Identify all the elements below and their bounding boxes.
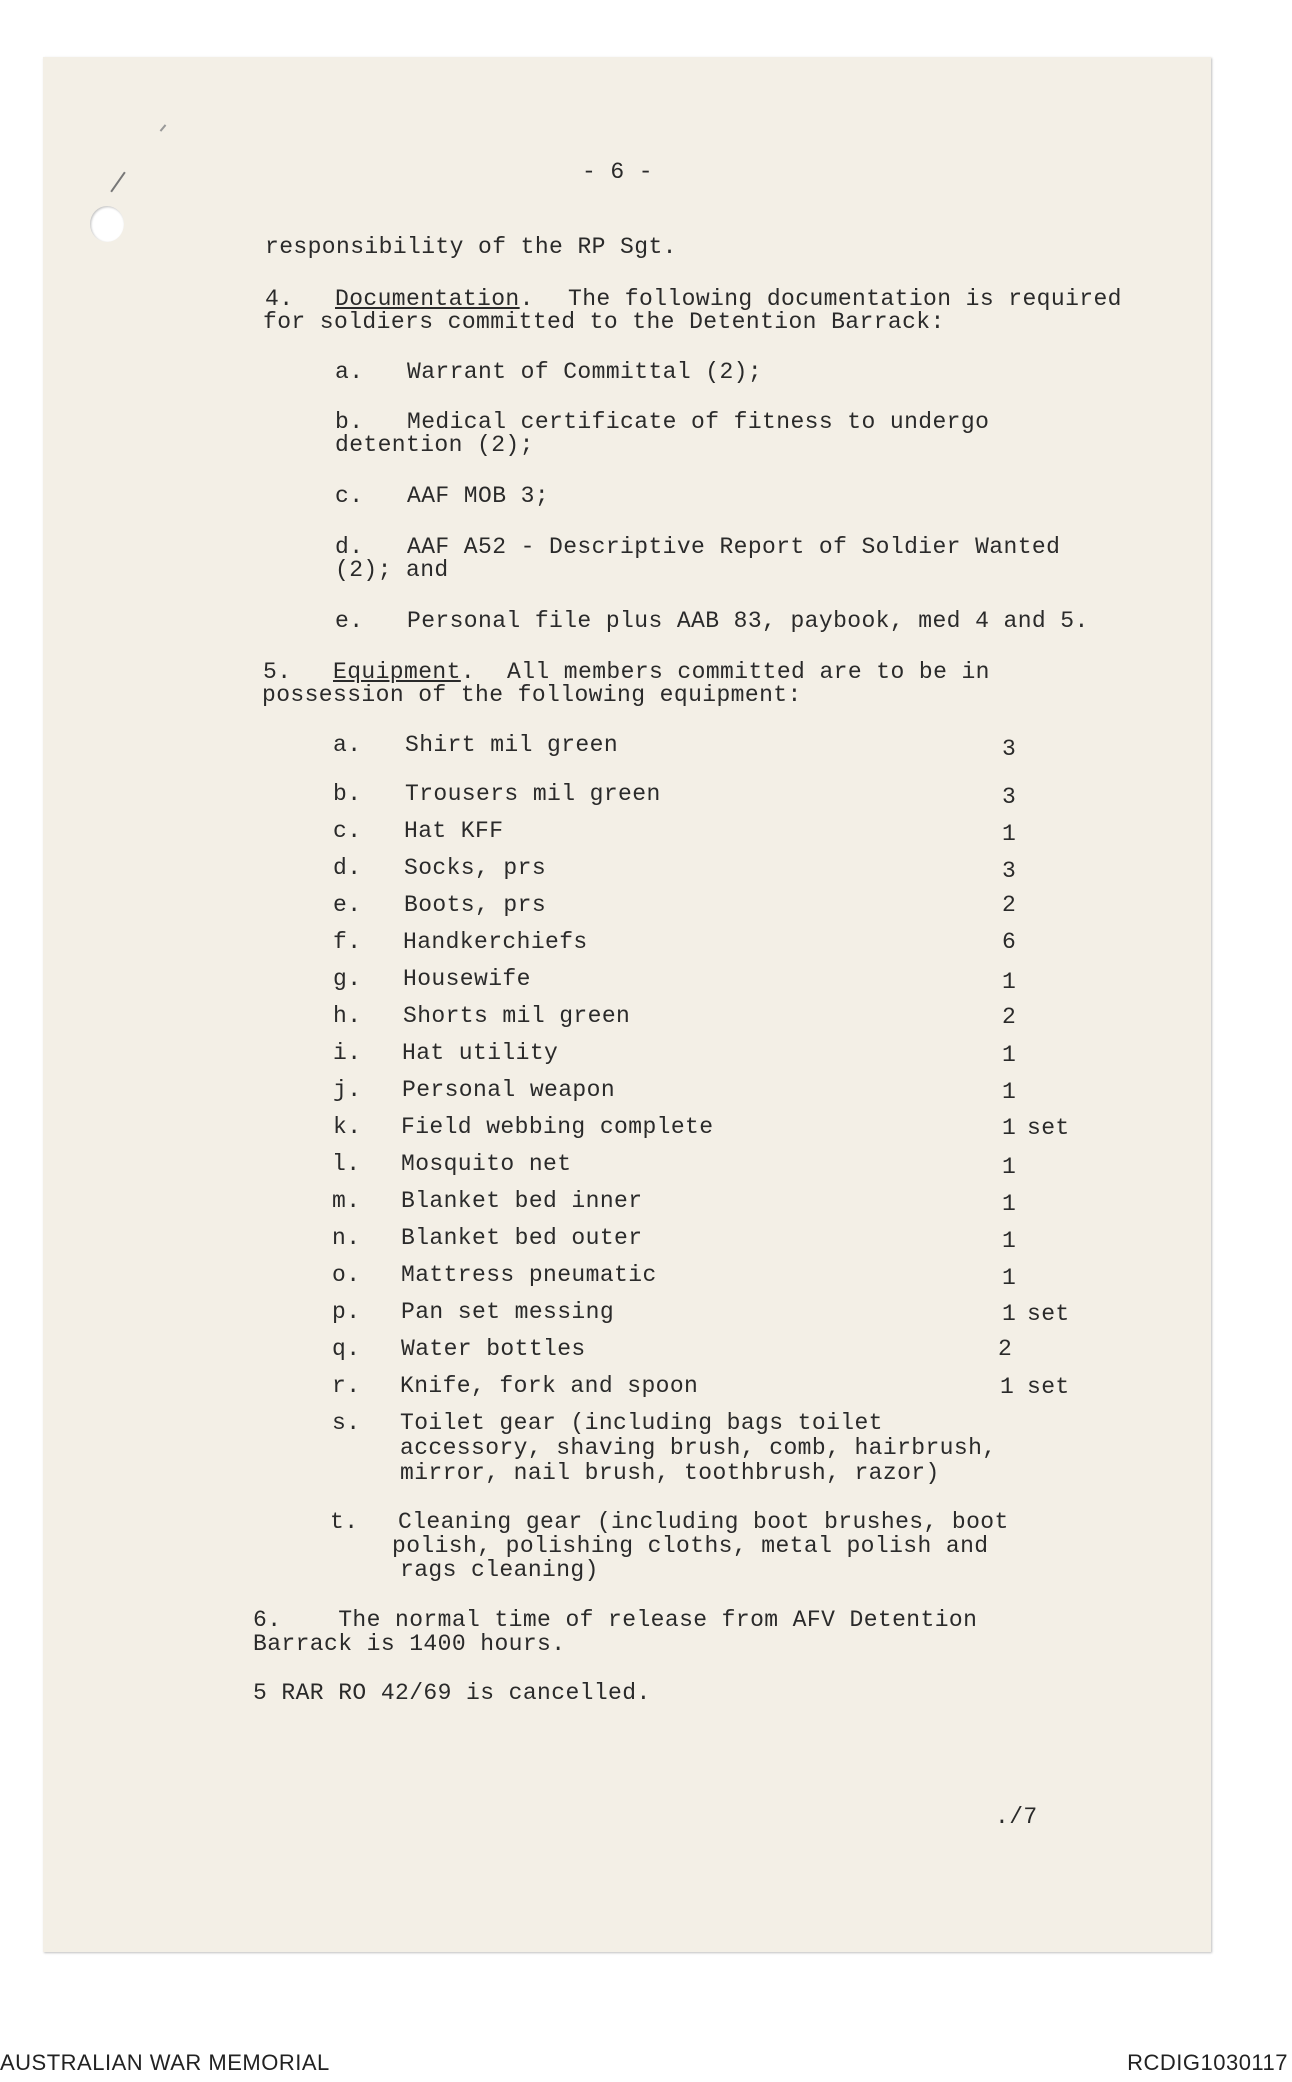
equip-letter: g.: [333, 966, 362, 992]
equip-multiline-text: Toilet gear (including bags toilet: [400, 1410, 883, 1436]
equip-qty: 2: [998, 1336, 1013, 1362]
page-number: - 6 -: [582, 159, 654, 185]
para6-line1: 6. The normal time of release from AFV Detention: [253, 1607, 978, 1633]
doc-item-text: Personal file plus AAB 83, paybook, med 4 and 5.: [407, 608, 1089, 634]
equip-letter: n.: [332, 1225, 361, 1251]
equip-letter: m.: [332, 1188, 361, 1214]
equip-qty: 2: [1002, 892, 1017, 918]
equip-name: Blanket bed outer: [401, 1225, 643, 1251]
equip-multiline-text: rags cleaning): [400, 1557, 599, 1583]
equip-name: Boots, prs: [404, 892, 547, 918]
equip-letter: d.: [333, 855, 362, 881]
para5-intro-line1: All members committed are to be in: [507, 659, 990, 685]
para4-heading: [335, 287, 534, 311]
next-page-marker: ./7: [995, 1804, 1038, 1830]
para5-heading-punct: .: [460, 659, 476, 685]
footer-record-id: RCDIG1030117: [1127, 2050, 1288, 2075]
equip-letter: q.: [332, 1336, 361, 1362]
para6-line2: Barrack is 1400 hours.: [253, 1631, 566, 1657]
para5-heading-text: Equipment: [333, 659, 461, 685]
equip-name: Shirt mil green: [405, 732, 619, 758]
equip-qty: 1: [1002, 969, 1017, 995]
footer-archive-name: AUSTRALIAN WAR MEMORIAL: [0, 2050, 330, 2075]
equip-qty: 1: [1002, 1228, 1017, 1254]
equip-letter: p.: [332, 1299, 361, 1325]
equip-name: Personal weapon: [402, 1077, 616, 1103]
para5-intro-line2: possession of the following equipment:: [262, 682, 802, 708]
equip-letter: o.: [332, 1262, 361, 1288]
equip-qty: 1: [1002, 1265, 1017, 1291]
equip-qty: 1: [1000, 1374, 1015, 1400]
equip-letter: f.: [333, 929, 362, 955]
equip-name: Trousers mil green: [405, 781, 661, 807]
equip-name: Water bottles: [401, 1336, 586, 1362]
para5-heading: [333, 660, 475, 684]
doc-item-text: AAF A52 - Descriptive Report of Soldier Wanted: [407, 534, 1061, 560]
equip-qty: 2: [1002, 1004, 1017, 1030]
cancel-line: 5 RAR RO 42/69 is cancelled.: [253, 1680, 651, 1706]
doc-item-text-cont: detention (2);: [335, 432, 534, 458]
equip-letter: a.: [333, 732, 362, 758]
equip-multiline-text: accessory, shaving brush, comb, hairbrush,: [400, 1435, 997, 1461]
equip-letter: i.: [333, 1040, 362, 1066]
equip-qty: 1: [1002, 1115, 1017, 1141]
equip-multiline-text: mirror, nail brush, toothbrush, razor): [400, 1460, 940, 1486]
equip-multiline-text: polish, polishing cloths, metal polish and: [392, 1533, 989, 1559]
equip-letter: e.: [333, 892, 362, 918]
para4-heading-text: Documentation: [335, 286, 520, 312]
equip-qty: 3: [1002, 736, 1017, 762]
equip-letter: j.: [333, 1077, 362, 1103]
equip-letter: c.: [333, 818, 362, 844]
equip-letter: l.: [332, 1151, 361, 1177]
equip-letter: h.: [333, 1003, 362, 1029]
para4-number: 4.: [265, 286, 294, 312]
equip-name: Housewife: [403, 966, 531, 992]
equip-letter: b.: [333, 781, 362, 807]
equip-name: Socks, prs: [404, 855, 547, 881]
equip-letter: s.: [332, 1410, 361, 1436]
equip-qty: 1: [1002, 1042, 1017, 1068]
doc-item-text-cont: (2); and: [335, 557, 449, 583]
equip-multiline-text: Cleaning gear (including boot brushes, boot: [398, 1509, 1009, 1535]
equip-letter: k.: [333, 1114, 362, 1140]
equip-name: Hat utility: [402, 1040, 559, 1066]
equip-letter: r.: [332, 1373, 361, 1399]
equip-qty: 1: [1002, 1079, 1017, 1105]
equip-unit: set: [1027, 1115, 1070, 1141]
equip-unit: set: [1027, 1374, 1070, 1400]
punch-hole: [90, 206, 124, 242]
doc-item-letter: e.: [335, 608, 364, 634]
equip-name: Shorts mil green: [403, 1003, 631, 1029]
equip-qty: 1: [1002, 821, 1017, 847]
doc-item-text: Medical certificate of fitness to undergo: [407, 409, 990, 435]
continuation-line: responsibility of the RP Sgt.: [265, 234, 677, 260]
equip-name: Pan set messing: [401, 1299, 615, 1325]
equip-name: Mosquito net: [401, 1151, 572, 1177]
equip-qty: 1: [1002, 1301, 1017, 1327]
equip-name: Knife, fork and spoon: [400, 1373, 699, 1399]
equip-qty: 1: [1002, 1154, 1017, 1180]
doc-item-text: AAF MOB 3;: [407, 483, 550, 509]
equip-qty: 6: [1002, 929, 1017, 955]
para5-number: 5.: [263, 659, 292, 685]
equip-qty: 3: [1002, 784, 1017, 810]
equip-qty: 3: [1002, 858, 1017, 884]
doc-item-letter: b.: [335, 409, 364, 435]
doc-item-letter: a.: [335, 359, 364, 385]
equip-name: Hat KFF: [404, 818, 504, 844]
equip-qty: 1: [1002, 1191, 1017, 1217]
para4-intro-line1: The following documentation is required: [568, 286, 1122, 312]
para4-heading-punct: .: [519, 286, 534, 312]
equip-name: Mattress pneumatic: [401, 1262, 657, 1288]
equip-unit: set: [1027, 1301, 1070, 1327]
doc-item-letter: d.: [335, 534, 364, 560]
para4-intro-line2: for soldiers committed to the Detention Barrack:: [263, 309, 945, 335]
doc-item-text: Warrant of Committal (2);: [407, 359, 763, 385]
equip-letter: t.: [330, 1509, 359, 1535]
doc-item-letter: c.: [335, 483, 364, 509]
equip-name: Field webbing complete: [401, 1114, 714, 1140]
equip-name: Blanket bed inner: [401, 1188, 643, 1214]
equip-name: Handkerchiefs: [403, 929, 588, 955]
